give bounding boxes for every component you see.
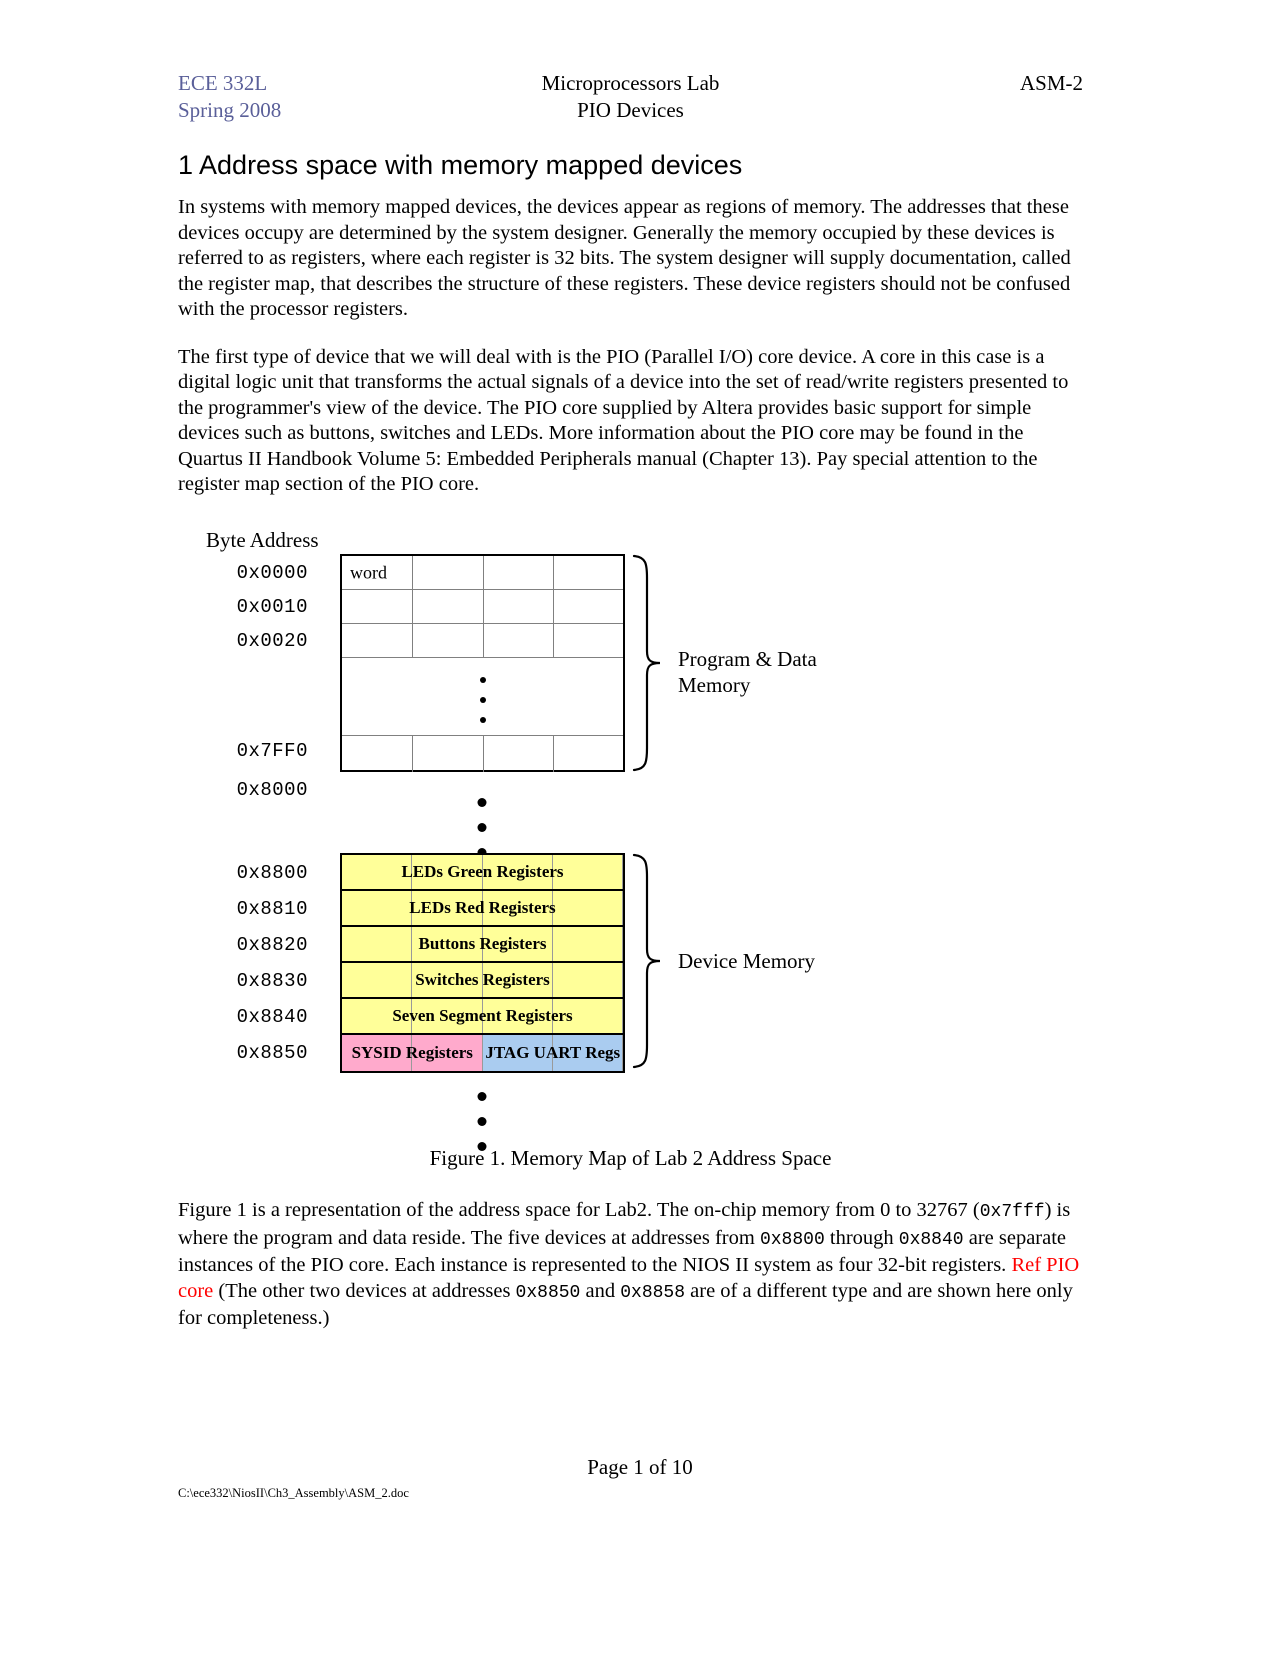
device-memory-grid bbox=[340, 853, 625, 1073]
grid-divider bbox=[412, 624, 413, 657]
lower-part7: are of a different type and are shown here only for completeness.) bbox=[178, 1279, 1073, 1329]
figure-caption: Figure 1. Memory Map of Lab 2 Address Space bbox=[429, 1146, 832, 1170]
lower-text-block bbox=[178, 1198, 1083, 1354]
device-row-label: LEDs Red Registers bbox=[409, 898, 556, 917]
memory-row-0x0000 bbox=[342, 556, 623, 590]
paragraph-pio-core: The first type of device that we will deal with is the PIO (Parallel I/O) core device. A core in this case is a digital logic unit that transforms the actual signals of a device into the set of read/write registers presented to the programmer's view of the device. The PIO core supplied by Altera provides basic support for simple devices such as buttons, switches and LEDs. More information about the PIO core may be found in the Quartus II Handbook Volume 5: Embedded Peripherals manual (Chapter 13). Pay special attention to the register map section of the PIO core. bbox=[178, 345, 1069, 495]
page-header bbox=[178, 70, 1083, 132]
register-cell-jtag bbox=[483, 1035, 553, 1071]
lower-code4: 0x8850 bbox=[515, 1282, 581, 1303]
main-content bbox=[178, 150, 1083, 520]
brace-label-program-memory bbox=[678, 646, 817, 698]
lower-part3: through bbox=[824, 1226, 899, 1249]
device-row-seven-segment bbox=[342, 999, 623, 1035]
memory-row-0x0020 bbox=[342, 624, 623, 658]
register-cell bbox=[412, 999, 482, 1033]
lower-code3: 0x8840 bbox=[898, 1229, 964, 1250]
grid-divider bbox=[553, 624, 554, 657]
register-cell bbox=[553, 891, 623, 925]
lower-part2: ) is where the program and data reside. The five devices at addresses from bbox=[178, 1199, 1071, 1249]
brace-label-device-memory: Device Memory bbox=[678, 949, 816, 973]
address-label-0x8820: 0x8820 bbox=[236, 934, 308, 956]
register-cell bbox=[412, 963, 482, 997]
device-row-buttons bbox=[342, 927, 623, 963]
device-row-label: LEDs Green Registers bbox=[401, 862, 564, 881]
address-label-0x7FF0: 0x7FF0 bbox=[236, 740, 308, 762]
lower-code1: 0x7fff bbox=[979, 1202, 1045, 1222]
grid-divider bbox=[412, 736, 413, 772]
vertical-ellipsis-icon bbox=[480, 670, 486, 730]
footer-file-path: C:\ece332\NiosII\Ch3_Assembly\ASM_2.doc bbox=[178, 1486, 409, 1500]
register-cell bbox=[342, 855, 412, 889]
device-row-label: Buttons Registers bbox=[418, 934, 547, 953]
register-cell bbox=[483, 963, 553, 997]
header-title-block bbox=[178, 70, 1083, 124]
memory-row-0x7FF0 bbox=[342, 736, 623, 772]
grid-divider bbox=[553, 736, 554, 772]
lower-part4: are separate instances of the PIO core. Each instance is represented to the NIOS II system as four 32-bit registers. bbox=[178, 1226, 1067, 1276]
register-cell bbox=[412, 927, 482, 961]
register-cell bbox=[483, 891, 553, 925]
register-cell bbox=[483, 855, 553, 889]
header-title-line2: PIO Devices bbox=[577, 98, 684, 122]
address-label-0x8000: 0x8000 bbox=[236, 779, 308, 801]
red-note-ref-pio-core: Ref PIO core bbox=[178, 1254, 1080, 1302]
register-cell bbox=[342, 963, 412, 997]
footer-page-number: Page 1 of 10 bbox=[587, 1455, 693, 1479]
register-cell bbox=[342, 999, 412, 1033]
address-label-0x0000: 0x0000 bbox=[236, 562, 308, 584]
memory-row-0x0010 bbox=[342, 590, 623, 624]
device-row-label-jtag: JTAG UART Regs bbox=[485, 1043, 621, 1062]
grid-divider bbox=[483, 556, 484, 589]
device-row-label: Seven Segment Registers bbox=[392, 1006, 573, 1025]
header-course: ECE 332L bbox=[178, 71, 268, 95]
program-memory-grid bbox=[340, 554, 625, 772]
address-label-0x8810: 0x8810 bbox=[236, 898, 308, 920]
register-cell bbox=[553, 927, 623, 961]
page-title: 1 Address space with memory mapped devices bbox=[178, 150, 743, 180]
register-cell-sysid bbox=[412, 1035, 482, 1071]
header-doc-code: ASM-2 bbox=[1019, 71, 1083, 95]
grid-divider bbox=[553, 590, 554, 623]
brace-device-memory bbox=[630, 853, 670, 1069]
address-label-0x8800: 0x8800 bbox=[236, 862, 308, 884]
lower-part5: (The other two devices at addresses bbox=[213, 1279, 516, 1302]
byte-address-heading: Byte Address bbox=[206, 528, 319, 552]
brace-label-program-line2: Memory bbox=[678, 673, 751, 697]
register-cell bbox=[553, 963, 623, 997]
address-label-0x0020: 0x0020 bbox=[236, 630, 308, 652]
grid-divider bbox=[483, 736, 484, 772]
register-cell bbox=[553, 999, 623, 1033]
register-cell bbox=[483, 927, 553, 961]
register-cell-sysid bbox=[342, 1035, 412, 1071]
paragraph-figure-description bbox=[178, 1198, 1083, 1332]
paragraph-intro: In systems with memory mapped devices, the devices appear as regions of memory. The addresses that these devices occupy are determined by the system designer. Generally the memory occupied by these devices is referred to as registers, where each register is 32 bits. The system designer will supply documentation, called the register map, that describes the structure of these registers. These device registers should not be confused with the processor registers. bbox=[178, 196, 1071, 320]
device-row-switches bbox=[342, 963, 623, 999]
register-cell-jtag bbox=[553, 1035, 623, 1071]
grid-divider bbox=[412, 556, 413, 589]
lower-code2: 0x8800 bbox=[759, 1229, 825, 1250]
lower-part1: Figure 1 is a representation of the address space for Lab2. The on-chip memory from 0 to 32767 ( bbox=[178, 1199, 980, 1221]
device-row-label-sysid: SYSID Registers bbox=[351, 1043, 473, 1062]
lower-part6: and bbox=[580, 1279, 621, 1302]
register-cell bbox=[483, 999, 553, 1033]
register-cell bbox=[342, 927, 412, 961]
address-label-0x8850: 0x8850 bbox=[236, 1042, 308, 1064]
register-cell bbox=[342, 891, 412, 925]
memory-row-ellipsis bbox=[342, 658, 623, 736]
grid-divider bbox=[553, 556, 554, 589]
device-row-leds-red bbox=[342, 891, 623, 927]
register-cell bbox=[553, 855, 623, 889]
header-title-line1: Microprocessors Lab bbox=[541, 71, 720, 95]
word-cell-label: word bbox=[350, 562, 387, 582]
register-cell bbox=[412, 855, 482, 889]
device-row-sysid-jtag bbox=[342, 1035, 623, 1071]
grid-divider bbox=[483, 590, 484, 623]
lower-code5: 0x8858 bbox=[620, 1282, 686, 1303]
grid-divider bbox=[412, 590, 413, 623]
figure-memory-map bbox=[178, 528, 1083, 1188]
address-label-0x0010: 0x0010 bbox=[236, 596, 308, 618]
grid-divider bbox=[483, 624, 484, 657]
address-label-0x8840: 0x8840 bbox=[236, 1006, 308, 1028]
address-label-0x8830: 0x8830 bbox=[236, 970, 308, 992]
device-row-leds-green bbox=[342, 855, 623, 891]
header-term: Spring 2008 bbox=[178, 98, 282, 122]
register-cell bbox=[412, 891, 482, 925]
brace-label-program-line1: Program & Data bbox=[678, 647, 817, 671]
device-row-label: Switches Registers bbox=[415, 970, 550, 989]
brace-program-memory bbox=[630, 554, 670, 772]
